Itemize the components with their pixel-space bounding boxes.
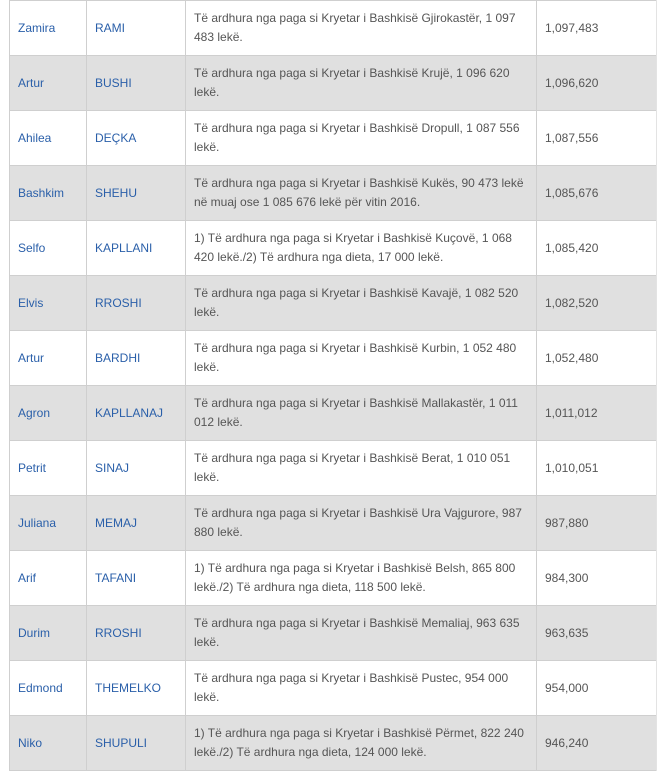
last-name-link[interactable]: KAPLLANAJ: [95, 405, 164, 420]
income-description: Të ardhura nga paga si Kryetar i Bashkisë Ura Vajgurore, 987 880 lekë.: [186, 496, 537, 551]
first-name-cell: [10, 551, 87, 606]
last-name-cell: [87, 166, 186, 221]
first-name-cell: [10, 1, 87, 56]
last-name-cell: [87, 331, 186, 386]
table-row: [10, 716, 657, 771]
first-name-cell: [10, 56, 87, 111]
income-amount: 1,085,676: [537, 166, 657, 221]
income-description: Të ardhura nga paga si Kryetar i Bashkisë Memaliaj, 963 635 lekë.: [186, 606, 537, 661]
table-row: [10, 166, 657, 221]
first-name-cell: [10, 276, 87, 331]
table-row: [10, 441, 657, 496]
last-name-cell: [87, 606, 186, 661]
first-name-link[interactable]: Bashkim: [18, 185, 65, 200]
income-description: 1) Të ardhura nga paga si Kryetar i Bashkisë Përmet, 822 240 lekë./2) Të ardhura nga dieta, 124 000 lekë.: [186, 716, 537, 771]
table-row: [10, 1, 657, 56]
income-amount: 1,011,012: [537, 386, 657, 441]
first-name-link[interactable]: Petrit: [18, 460, 47, 475]
table-row: [10, 386, 657, 441]
last-name-cell: [87, 276, 186, 331]
last-name-link[interactable]: RROSHI: [95, 295, 142, 310]
table-row: [10, 331, 657, 386]
income-amount: 1,052,480: [537, 331, 657, 386]
income-description: Të ardhura nga paga si Kryetar i Bashkisë Krujë, 1 096 620 lekë.: [186, 56, 537, 111]
last-name-cell: [87, 551, 186, 606]
last-name-link[interactable]: RROSHI: [95, 625, 142, 640]
income-table: [9, 0, 657, 771]
first-name-cell: [10, 166, 87, 221]
first-name-cell: [10, 606, 87, 661]
income-description: Të ardhura nga paga si Kryetar i Bashkisë Berat, 1 010 051 lekë.: [186, 441, 537, 496]
first-name-link[interactable]: Edmond: [18, 680, 63, 695]
first-name-link[interactable]: Zamira: [18, 20, 56, 35]
income-amount: 954,000: [537, 661, 657, 716]
income-amount: 987,880: [537, 496, 657, 551]
first-name-cell: [10, 331, 87, 386]
first-name-cell: [10, 111, 87, 166]
income-amount: 1,010,051: [537, 441, 657, 496]
first-name-link[interactable]: Agron: [18, 405, 51, 420]
first-name-link[interactable]: Elvis: [18, 295, 44, 310]
last-name-link[interactable]: MEMAJ: [95, 515, 137, 530]
table-row: [10, 661, 657, 716]
table-row: [10, 276, 657, 331]
income-amount: 1,097,483: [537, 1, 657, 56]
first-name-link[interactable]: Niko: [18, 735, 43, 750]
page-margin-left: [0, 0, 9, 771]
last-name-cell: [87, 1, 186, 56]
table-row: [10, 111, 657, 166]
income-amount: 963,635: [537, 606, 657, 661]
first-name-cell: [10, 386, 87, 441]
first-name-cell: [10, 221, 87, 276]
income-description: Të ardhura nga paga si Kryetar i Bashkisë Pustec, 954 000 lekë.: [186, 661, 537, 716]
income-amount: 1,096,620: [537, 56, 657, 111]
table-row: [10, 551, 657, 606]
first-name-cell: [10, 441, 87, 496]
last-name-link[interactable]: THEMELKO: [95, 680, 162, 695]
last-name-cell: [87, 441, 186, 496]
income-amount: 1,082,520: [537, 276, 657, 331]
first-name-link[interactable]: Arif: [18, 570, 36, 585]
income-description: Të ardhura nga paga si Kryetar i Bashkisë Gjirokastër, 1 097 483 lekë.: [186, 1, 537, 56]
last-name-cell: [87, 496, 186, 551]
last-name-link[interactable]: SHUPULI: [95, 735, 148, 750]
last-name-link[interactable]: KAPLLANI: [95, 240, 153, 255]
table-row: [10, 221, 657, 276]
last-name-link[interactable]: RAMI: [95, 20, 125, 35]
last-name-link[interactable]: SHEHU: [95, 185, 138, 200]
income-amount: 946,240: [537, 716, 657, 771]
last-name-link[interactable]: DEÇKA: [95, 130, 137, 145]
income-description: Të ardhura nga paga si Kryetar i Bashkisë Kavajë, 1 082 520 lekë.: [186, 276, 537, 331]
income-description: Të ardhura nga paga si Kryetar i Bashkisë Dropull, 1 087 556 lekë.: [186, 111, 537, 166]
income-amount: 984,300: [537, 551, 657, 606]
last-name-link[interactable]: BUSHI: [95, 75, 132, 90]
first-name-cell: [10, 716, 87, 771]
first-name-cell: [10, 661, 87, 716]
income-description: 1) Të ardhura nga paga si Kryetar i Bashkisë Kuçovë, 1 068 420 lekë./2) Të ardhura nga dieta, 17 000 lekë.: [186, 221, 537, 276]
income-description: Të ardhura nga paga si Kryetar i Bashkisë Kurbin, 1 052 480 lekë.: [186, 331, 537, 386]
first-name-link[interactable]: Ahilea: [18, 130, 52, 145]
income-description: 1) Të ardhura nga paga si Kryetar i Bashkisë Belsh, 865 800 lekë./2) Të ardhura nga dieta, 118 500 lekë.: [186, 551, 537, 606]
last-name-link[interactable]: BARDHI: [95, 350, 141, 365]
last-name-cell: [87, 111, 186, 166]
last-name-link[interactable]: SINAJ: [95, 460, 130, 475]
page-margin-right: [656, 0, 668, 771]
last-name-cell: [87, 221, 186, 276]
table-row: [10, 606, 657, 661]
table-row: [10, 496, 657, 551]
income-amount: 1,087,556: [537, 111, 657, 166]
first-name-link[interactable]: Artur: [18, 350, 45, 365]
table-row: [10, 56, 657, 111]
first-name-link[interactable]: Selfo: [18, 240, 46, 255]
first-name-link[interactable]: Artur: [18, 75, 45, 90]
last-name-cell: [87, 661, 186, 716]
last-name-cell: [87, 386, 186, 441]
income-description: Të ardhura nga paga si Kryetar i Bashkisë Kukës, 90 473 lekë në muaj ose 1 085 676 lekë për vitin 2016.: [186, 166, 537, 221]
first-name-link[interactable]: Durim: [18, 625, 50, 640]
first-name-cell: [10, 496, 87, 551]
income-description: Të ardhura nga paga si Kryetar i Bashkisë Mallakastër, 1 011 012 lekë.: [186, 386, 537, 441]
income-amount: 1,085,420: [537, 221, 657, 276]
income-table-body: [10, 1, 657, 771]
first-name-link[interactable]: Juliana: [18, 515, 57, 530]
last-name-link[interactable]: TAFANI: [95, 570, 137, 585]
last-name-cell: [87, 56, 186, 111]
last-name-cell: [87, 716, 186, 771]
